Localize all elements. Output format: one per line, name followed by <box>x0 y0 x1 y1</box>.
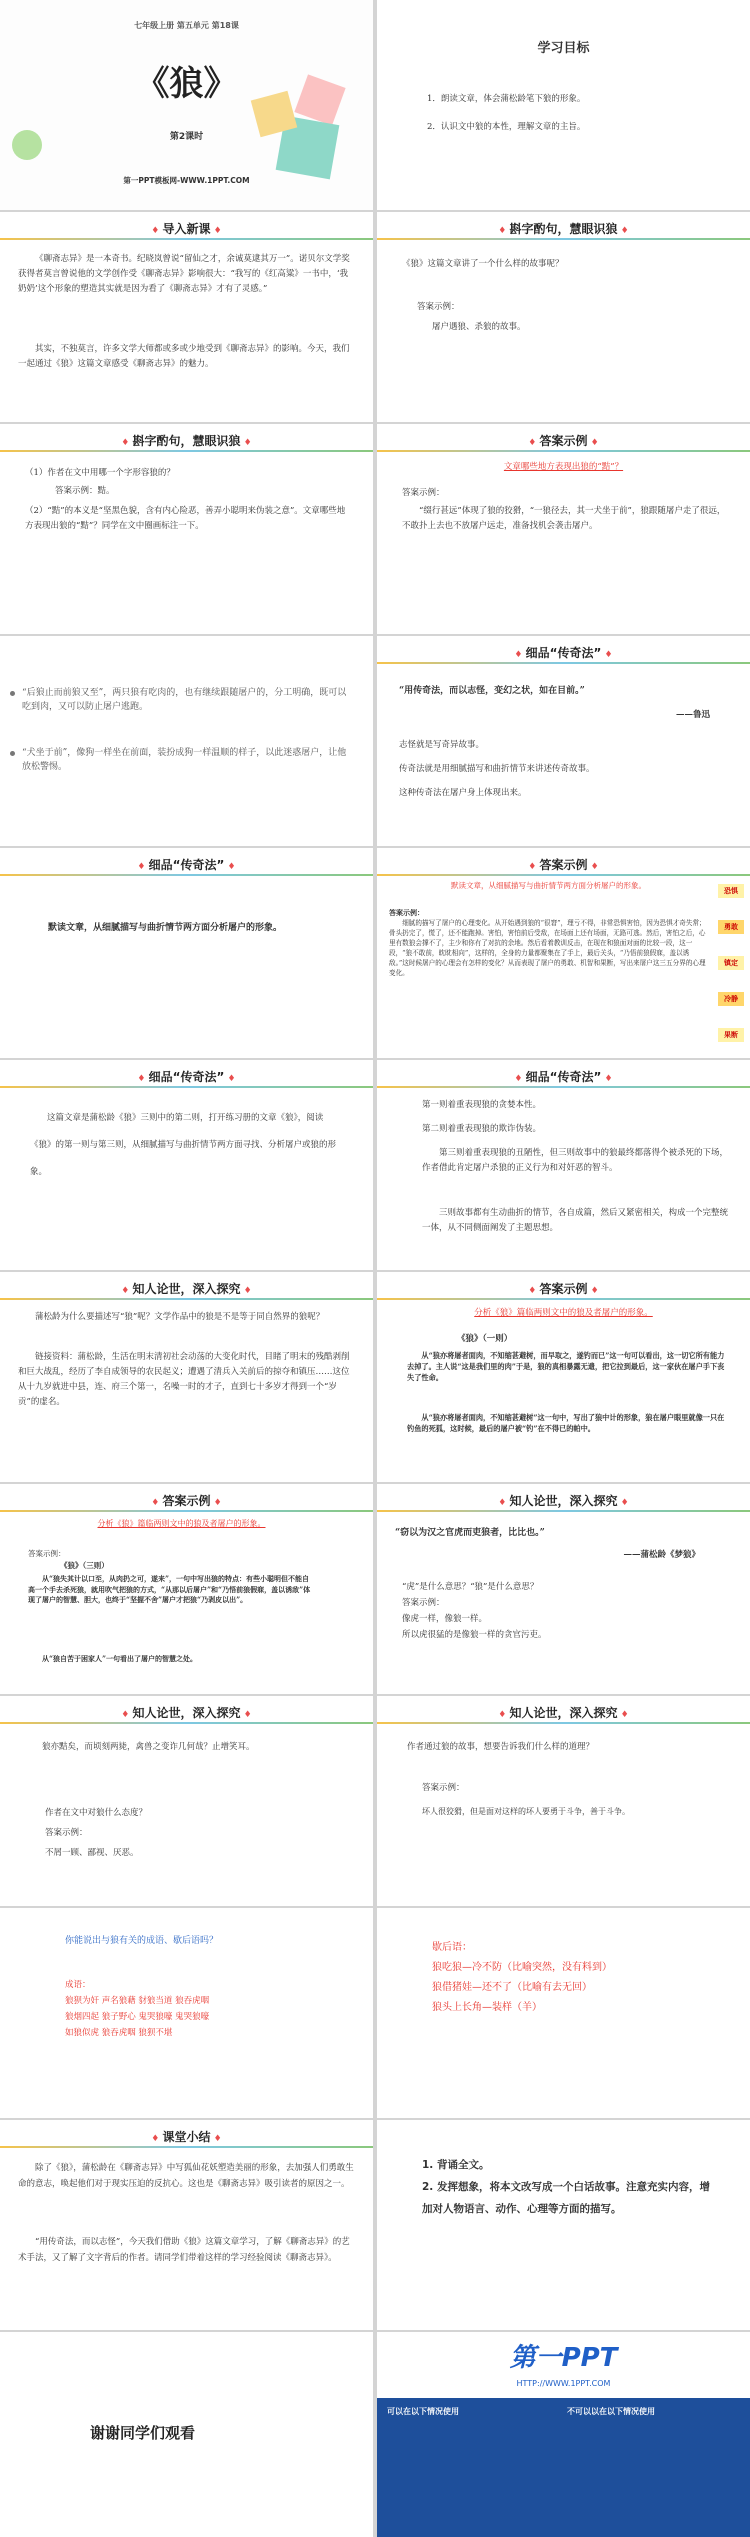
divider <box>0 1510 373 1512</box>
slide-title: ♦ 斟字酌句，慧眼识狼 ♦ <box>0 432 373 449</box>
quote: “用传奇法，而以志怪，变幻之状，如在目前。” <box>399 686 585 696</box>
question: （2）“黠”的本义是“坚黑色貌，含有内心险恶，善弄小聪明来伪装之意”。文章哪些地方表现出狼的“黠”？同学在文中圈画标注一下。 <box>25 506 346 531</box>
slide-title: ♦ 细品“传奇法” ♦ <box>377 1068 750 1085</box>
homework-item: 2. 发挥想象，将本文改写成一个白话故事。注意充实内容，增加对人物语言、动作、心理等方面的描写。 <box>422 2181 710 2215</box>
tag: 冷静 <box>718 992 744 1006</box>
line: 志怪就是写奇异故事。 <box>399 740 485 750</box>
question: 《狼》这篇文章讲了一个什么样的故事呢？ <box>402 259 564 269</box>
course-header: 七年级上册 第五单元 第18课 <box>134 21 239 30</box>
slide-word <box>0 424 373 634</box>
paragraph: 从“狼亦将屠者面肉，不知缩甚避树”这一句中，写出了狼中计的形象，狼在屠户眼里就像一只在钓鱼的死狐，这时候，最后的屠户被“钓”在不得已的帕中。 <box>407 1413 725 1433</box>
question: 作者在文中对狼什么态度？ <box>45 1808 148 1818</box>
divider <box>0 2146 373 2148</box>
slide-context <box>377 1484 750 1694</box>
paragraph: 《聊斋志异》是一本奇书。纪晓岚曾说“留仙之才，余诚莫逮其万一”。诺贝尔文学奖获得者莫言曾说他的文学创作受《聊斋志异》影响很大：“我写的《红高粱》一书中，‘我奶奶’这个形象的塑造其实就是因为看了《聊斋志异》才有了灵感。” <box>18 254 350 294</box>
slide-idioms <box>0 1908 373 2118</box>
divider <box>0 1722 373 1724</box>
slide-story <box>377 212 750 422</box>
paragraph: 链接资料：蒲松龄，生活在明末清初社会动荡的大变化时代，目睹了明末的残酷剥削和巨大战乱，经历了李自成领导的农民起义；遭遇了清兵入关前后的掠夺和镇压……这位从十九岁就进中县，连、府三个第一，名噪一时的才子，直到七十多岁才得到一个“岁贡”的虚名。 <box>18 1352 350 1407</box>
objective-item: 1．朗读文章，体会蒲松龄笔下狼的形象。 <box>427 94 586 104</box>
slide-task <box>0 848 373 1058</box>
tag: 镇定 <box>718 956 744 970</box>
usage-col: 可以在以下情况使用 <box>387 2407 459 2416</box>
slide-title: ♦ 细品“传奇法” ♦ <box>377 644 750 661</box>
slide-answer <box>377 1272 750 1482</box>
saying-row: 狼头上长角—装样（羊） <box>432 2002 542 2013</box>
slide-title: ♦ 课堂小结 ♦ <box>0 2128 373 2145</box>
answer-label: 答案示例： <box>422 1783 465 1793</box>
answer-label: 答案示例： <box>402 488 445 498</box>
quote: 狼亦黠矣，而顷刻两毙，禽兽之变诈几何哉？止增笑耳。 <box>42 1742 255 1752</box>
divider <box>0 450 373 452</box>
saying-row: 狼吃狼—冷不防（比喻突然，没有料到） <box>432 1962 612 1973</box>
divider <box>0 238 373 240</box>
divider <box>0 874 373 876</box>
answer: 所以虎很猛的是像狼一样的贪官污吏。 <box>402 1630 547 1640</box>
answer: 屠户遇狼、杀狼的故事。 <box>432 322 526 332</box>
usage-col: 不可以以在以下情况使用 <box>567 2407 655 2416</box>
saying-label: 歇后语： <box>432 1942 472 1953</box>
question: “虎”是什么意思？“狼”是什么意思？ <box>402 1582 539 1592</box>
slide-homework <box>377 2120 750 2330</box>
slide-title: ♦ 答案示例 ♦ <box>377 856 750 873</box>
paragraph: “用传奇法，而以志怪”，今天我们借助《狼》这篇文章学习，了解《聊斋志异》的艺术手法，又了解了文字背后的作者。请同学们带着这样的学习经验阅读《聊斋志异》。 <box>18 2237 350 2263</box>
answer-label: 答案示例： <box>402 1598 445 1608</box>
saying-row: 狼借猪娃—还不了（比喻有去无回） <box>432 1982 592 1993</box>
slide-ad <box>377 2332 750 2537</box>
line: 传奇法就是用细腻描写和曲折情节来讲述传奇故事。 <box>399 764 595 774</box>
slide-task <box>0 1060 373 1270</box>
slide-context <box>0 1696 373 1906</box>
answer: 细腻的描写了屠户的心理变化。从开始遇到狼的“很窘”，理亏不得，非常恐惧害怕，因为恐惧才奇失常；骨头扔完了，慌了，还不能跑掉。害怕，害怕前后受敌，在场面上还有场面，无路可逃。然后，害怕之后，心里有数狼会撑不了，主少和你有了对抗的余地。然后看着教训反击，在现在和狼面对面的比较一段，这一段，“狼不敢前，眈眈相向”，这样的，全身的力量都聚集在了手上，最后关头，“乃悟前狼假寐，盖以诱敌。”这时候屠户的心理会有怎样的变化？从而表现了屠户的勇敢、机智和果断，写出来屠户这三五分界的心理变化。 <box>389 919 706 977</box>
brand-url[interactable]: HTTP://WWW.1PPT.COM <box>516 2379 611 2388</box>
slide-title: ♦ 细品“传奇法” ♦ <box>0 856 373 873</box>
slide-title: ♦ 答案示例 ♦ <box>377 1280 750 1297</box>
quote: “窃以为汉之官虎而吏狼者，比比也。” <box>395 1528 545 1538</box>
divider <box>377 662 750 664</box>
idiom-label: 成语： <box>65 1980 91 1990</box>
divider <box>377 1510 750 1512</box>
question: 蒲松龄为什么要描述写“狼”呢？文学作品中的狼是不是等于同自然界的狼呢？ <box>35 1312 325 1322</box>
paragraph: 从“狼自苦于困家人”一句看出了屠户的智慧之处。 <box>42 1654 198 1663</box>
slide-title: ♦ 知人论世，深入探究 ♦ <box>0 1704 373 1721</box>
slide-answer <box>377 424 750 634</box>
paragraph: 除了《狼》，蒲松龄在《聊斋志异》中写狐仙花妖塑造美丽的形象，去加强人们勇敢生命的意志，唤起他们对于现实压迫的反抗心。这也是《聊斋志异》吸引读者的原因之一。 <box>18 2163 354 2189</box>
question: 文章哪些地方表现出狼的“黠”？ <box>503 462 624 472</box>
line: 第二则着重表现狼的欺诈伪装。 <box>422 1124 542 1134</box>
slide-title: ♦ 导入新课 ♦ <box>0 220 373 237</box>
line: 第三则着重表现狼的丑陋性，但三则故事中的狼最终都落得个被杀死的下场，作者借此肯定屠户杀狼的正义行为和对奸恶的智斗。 <box>422 1148 729 1173</box>
slide-answer <box>377 848 750 1058</box>
idiom-row: 狼烟四起 狼子野心 鬼哭狼嚎 鬼哭狼嚎 <box>65 2012 210 2022</box>
tag: 恐惧 <box>718 884 744 898</box>
homework-item: 1. 背诵全文。 <box>422 2159 490 2171</box>
slide-objectives <box>377 0 750 210</box>
slide-legend <box>377 636 750 846</box>
paragraph: 其实，不独莫言，许多文学大师都或多或少地受到《聊斋志异》的影响。今天，我们一起通过《狼》这篇文章感受《聊斋志异》的魅力。 <box>18 344 350 369</box>
answer: 答案示例：黠。 <box>55 486 115 496</box>
divider <box>377 874 750 876</box>
line: 这种传奇法在屠户身上体现出来。 <box>399 788 527 798</box>
slide-title: 学习目标 <box>537 41 590 56</box>
slide-analysis <box>377 1060 750 1270</box>
slide-answer <box>0 1484 373 1694</box>
answer: 像虎一样，像狼一样。 <box>402 1614 488 1624</box>
quote-author: ——蒲松龄《梦狼》 <box>623 1550 700 1560</box>
line: 三则故事都有生动曲折的情节，各自成篇，然后又紧密相关，构成一个完整统一体，从不同侧面阐发了主题思想。 <box>422 1208 729 1233</box>
answer: “缀行甚远”体现了狼的狡猾，“一狼径去，其一犬坐于前”，狼跟随屠户走了很远，不敢扑上去也不放屠户远走，准备找机会袭击屠户。 <box>402 506 726 531</box>
answer: 坏人很狡猾，但是面对这样的坏人要勇于斗争，善于斗争。 <box>422 1807 630 1816</box>
site-link[interactable]: 第一PPT模板网-WWW.1PPT.COM <box>123 176 250 185</box>
task-text: 默读文章，从细腻描写与曲折情节两方面分析屠户的形象。 <box>48 923 283 933</box>
slide-sayings <box>377 1908 750 2118</box>
idiom-row: 狼狈为奸 声名狼藉 豺狼当道 狼吞虎咽 <box>65 1996 210 2006</box>
thanks-text: 谢谢同学们观看 <box>90 2424 196 2442</box>
task-text: 这篇文章是蒲松龄《狼》三则中的第二则，打开练习册的文章《狼》，阅读《狼》的第一则与第三则，从细腻描写与曲折情节两方面寻找、分析屠户或狼的形象。 <box>30 1113 337 1177</box>
slide-title: ♦ 细品“传奇法” ♦ <box>0 1068 373 1085</box>
slide-title: ♦ 答案示例 ♦ <box>0 1492 373 1509</box>
question: 作者通过狼的故事，想要告诉我们什么样的道理？ <box>407 1742 595 1752</box>
slide-context <box>0 1272 373 1482</box>
page-title: 《狼》 <box>135 64 238 104</box>
question: 分析《狼》篇临两则文中的狼及者屠户的形象。 <box>97 1519 266 1528</box>
slide-summary <box>0 2120 373 2330</box>
bullet-item: “后狼止而前狼又至”，两只狼有吃肉的，也有继续跟随屠户的，分工明确，既可以吃到肉，又可以防止屠户逃跑。 <box>22 688 347 712</box>
divider <box>377 1722 750 1724</box>
slide-thanks <box>0 2332 373 2537</box>
slide-title: ♦ 斟字酌句，慧眼识狼 ♦ <box>377 220 750 237</box>
answer-label: 答案示例： <box>45 1828 88 1838</box>
paragraph: 从“狼失其计以口至，从肉扔之可，遂来”，一句中写出狼的特点：有些小聪明但不能自高一个手去杀死狼，就用吹气把狼的方式，“从那以后屠户”和“乃悟前狼假寐，盖以诱敌”体现了屠户的智慧、胆大，也终于“坚握不舍”屠户才把狼“乃剥皮以出”。 <box>28 1574 311 1604</box>
question: 分析《狼》篇临两则文中的狼及者屠户的形象。 <box>474 1308 653 1318</box>
question: 默读文章，从细腻描写与曲折情节两方面分析屠户的形象。 <box>451 881 646 890</box>
slide-title: ♦ 知人论世，深入探究 ♦ <box>0 1280 373 1297</box>
slide-title: ♦ 知人论世，深入探究 ♦ <box>377 1704 750 1721</box>
slide-title: ♦ 答案示例 ♦ <box>377 432 750 449</box>
answer: 不屑一顾、鄙视、厌恶。 <box>45 1848 139 1858</box>
lesson-number: 第2课时 <box>169 132 204 142</box>
line: 第一则着重表现狼的贪婪本性。 <box>422 1100 542 1110</box>
tag: 果断 <box>718 1028 744 1042</box>
slide-context <box>377 1696 750 1906</box>
slide-title: ♦ 知人论世，深入探究 ♦ <box>377 1492 750 1509</box>
bullet-item: “犬坐于前”，像狗一样坐在前面，装扮成狗一样温顺的样子，以此迷惑屠户，让他放松警惕。 <box>22 748 347 772</box>
sub-title: 《狼》（三则） <box>60 1561 109 1570</box>
bullet-icon <box>10 751 15 756</box>
sub-title: 《狼》（一则） <box>457 1334 513 1344</box>
quote-author: ——鲁迅 <box>675 710 710 720</box>
paragraph: 从“狼亦将屠者面肉，不知缩甚避树，而早取之，遂钓而已”这一句可以看出，这一切它所有能力去掉了。主人说“这是我们里的肉”于是，狼的真相暴露无遗，把它拉到最后，这一家伙在屠户手下丧失了性命。 <box>407 1351 725 1382</box>
divider <box>377 450 750 452</box>
answer-label: 答案示例： <box>28 1549 66 1558</box>
divider <box>377 1298 750 1300</box>
divider <box>0 1086 373 1088</box>
question: （1）作者在文中用哪一个字形容狼的？ <box>25 468 175 478</box>
question: 你能说出与狼有关的成语、歇后语吗？ <box>65 1936 219 1946</box>
brand-logo: 第一PPT <box>509 2343 618 2373</box>
tag: 勇敢 <box>718 920 744 934</box>
slide-bullets <box>0 636 373 846</box>
bullet-icon <box>10 691 15 696</box>
divider <box>377 238 750 240</box>
objective-item: 2．认识文中狼的本性，理解文章的主旨。 <box>427 122 586 132</box>
answer-label: 答案示例： <box>417 302 460 312</box>
divider <box>377 1086 750 1088</box>
answer-label: 答案示例： <box>389 908 424 917</box>
slide-intro <box>0 212 373 422</box>
divider <box>0 1298 373 1300</box>
slide-cover <box>0 0 373 210</box>
idiom-row: 如狼似虎 狼吞虎咽 狼狈不堪 <box>65 2028 173 2038</box>
